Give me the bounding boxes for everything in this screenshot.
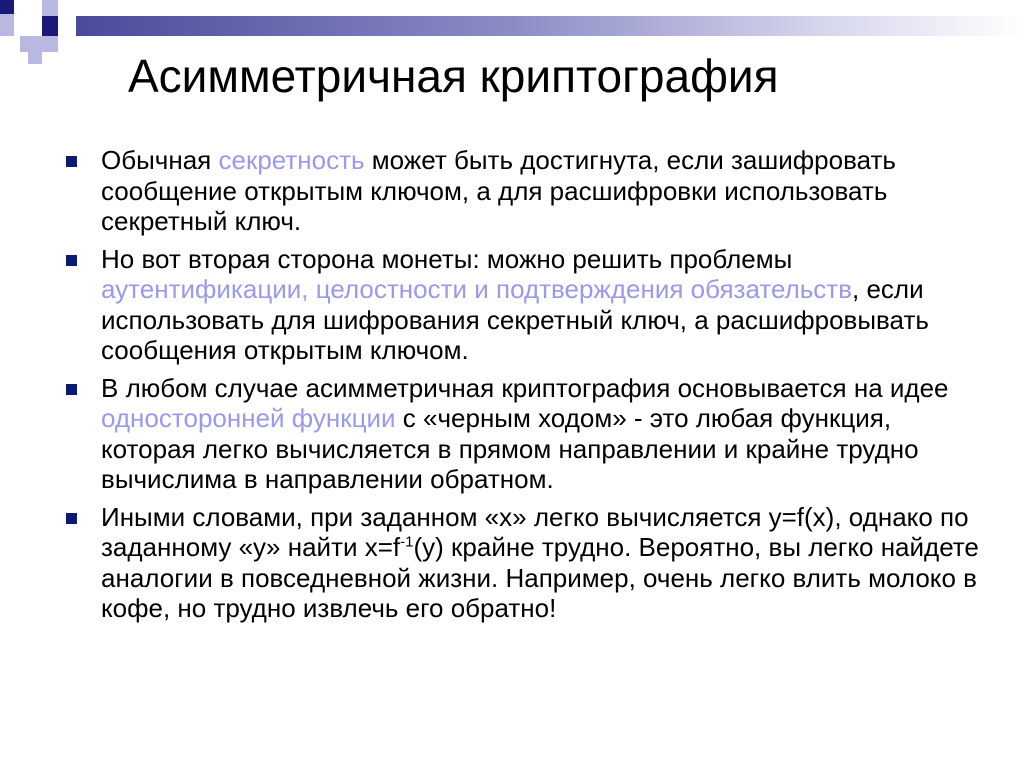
deco-square <box>0 0 14 14</box>
bullet-text <box>101 502 979 624</box>
bullet-item <box>66 244 986 366</box>
bullet-text <box>101 145 896 236</box>
bullet-text <box>101 244 929 366</box>
bullet-text <box>101 373 949 495</box>
bullet-item <box>66 502 986 624</box>
superscript: -1 <box>400 533 414 551</box>
text-segment: , если использовать для шифрования секретный ключ, а расшифровывать сообщения открытым ключом. <box>101 274 929 365</box>
highlighted-term: аутентификации, целостности и подтверждения обязательств <box>101 274 853 304</box>
deco-square <box>28 52 42 64</box>
text-segment: Но вот вторая сторона монеты: можно решить проблемы <box>101 243 793 274</box>
bullet-list <box>66 145 986 631</box>
deco-square <box>42 0 58 16</box>
highlighted-term: односторонней функции <box>101 403 396 433</box>
deco-square <box>0 36 20 52</box>
deco-gradient-bar <box>76 16 1024 36</box>
bullet-item <box>66 373 986 495</box>
text-segment: В любом случае асимметричная криптография основывается на идее <box>101 372 949 403</box>
text-segment: Обычная <box>101 145 219 175</box>
deco-square <box>14 0 42 14</box>
text-segment: (y) крайне трудно. Вероятно, вы легко найдете аналогии в повседневной жизни. Например, очень легко влить молоко в кофе, но трудно извлечь его обратно! <box>101 532 979 623</box>
deco-square <box>20 36 42 52</box>
text-segment: может быть достигнута, если зашифровать сообщение открытым ключом, а для расшифровки использовать секретный ключ. <box>101 145 896 236</box>
deco-square <box>0 14 14 36</box>
bullet-item <box>66 145 986 237</box>
deco-square <box>14 14 42 36</box>
bullet-square-icon <box>66 384 77 395</box>
bullet-square-icon <box>66 156 77 167</box>
text-segment: Иными словами, при заданном «x» легко вычисляется y=f(x), однако по заданному «y» найти x=f <box>101 501 969 562</box>
deco-square <box>42 36 58 52</box>
bullet-square-icon <box>66 513 77 524</box>
text-segment: с «черным ходом» - это любая функция, которая легко вычисляется в прямом направлении и крайне трудно вычислима в направлении обратном. <box>101 403 919 494</box>
deco-square <box>58 16 76 36</box>
slide-title: Асимметричная криптография <box>128 50 779 102</box>
deco-square <box>42 16 58 36</box>
highlighted-term: секретность <box>218 145 365 175</box>
bullet-square-icon <box>66 255 77 266</box>
